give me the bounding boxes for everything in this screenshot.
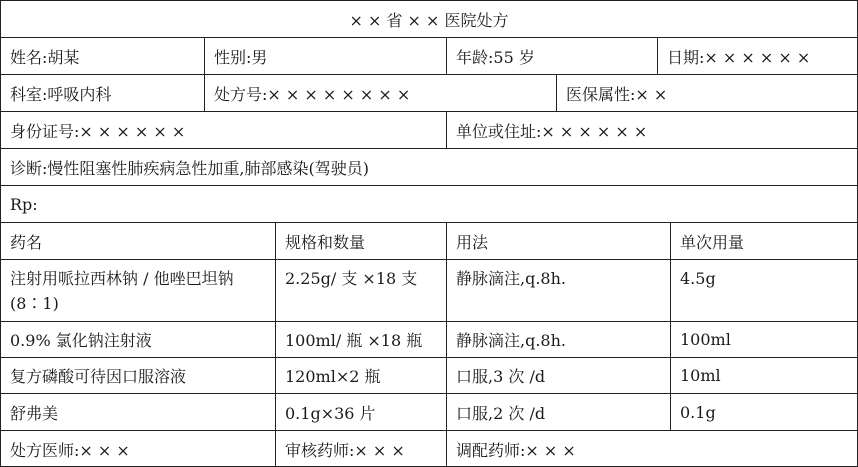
- dispensing-pharmacist: 调配药师:× × ×: [446, 430, 858, 467]
- drug-usage: 静脉滴注,q.8h.: [446, 321, 670, 357]
- department: 科室:呼吸内科: [0, 74, 204, 111]
- table-header-row: [0, 222, 858, 259]
- patient-row-3: [0, 111, 858, 148]
- prescription-date: 日期:× × × × × ×: [657, 37, 858, 74]
- patient-row-2: [0, 74, 858, 111]
- id-number: 身份证号:× × × × × ×: [0, 111, 446, 148]
- signature-row: [0, 430, 858, 467]
- drug-usage: 口服,3 次 /d: [446, 357, 670, 393]
- patient-age: 年龄:55 岁: [446, 37, 657, 74]
- prescription-number: 处方号:× × × × × × × ×: [204, 74, 556, 111]
- rp-row: [0, 185, 858, 222]
- table-row: [0, 259, 858, 321]
- table-row: [0, 321, 858, 357]
- header-drug-name: 药名: [0, 222, 275, 259]
- drug-dose: 100ml: [670, 321, 858, 357]
- header-spec-quantity: 规格和数量: [275, 222, 446, 259]
- insurance-type: 医保属性:× ×: [556, 74, 858, 111]
- drug-name: 0.9% 氯化钠注射液: [0, 321, 275, 357]
- patient-row-1: [0, 37, 858, 74]
- address: 单位或住址:× × × × × ×: [446, 111, 858, 148]
- header-single-dose: 单次用量: [670, 222, 858, 259]
- drug-usage: 口服,2 次 /d: [446, 393, 670, 430]
- drug-name: 注射用哌拉西林钠 / 他唑巴坦钠(8∶1): [0, 259, 275, 321]
- reviewing-pharmacist: 审核药师:× × ×: [275, 430, 446, 467]
- drug-name: 舒弗美: [0, 393, 275, 430]
- drug-dose: 0.1g: [670, 393, 858, 430]
- drug-spec: 120ml×2 瓶: [275, 357, 446, 393]
- rp-label: Rp:: [0, 185, 858, 222]
- prescribing-doctor: 处方医师:× × ×: [0, 430, 275, 467]
- drug-usage: 静脉滴注,q.8h.: [446, 259, 670, 321]
- drug-spec: 100ml/ 瓶 ×18 瓶: [275, 321, 446, 357]
- patient-sex: 性别:男: [204, 37, 446, 74]
- drug-spec: 2.25g/ 支 ×18 支: [275, 259, 446, 321]
- diagnosis: 诊断:慢性阻塞性肺疾病急性加重,肺部感染(驾驶员): [0, 148, 858, 185]
- diagnosis-row: [0, 148, 858, 185]
- drug-spec: 0.1g×36 片: [275, 393, 446, 430]
- table-row: [0, 357, 858, 393]
- title-row: [0, 0, 858, 37]
- drug-name: 复方磷酸可待因口服溶液: [0, 357, 275, 393]
- drug-dose: 4.5g: [670, 259, 858, 321]
- drug-dose: 10ml: [670, 357, 858, 393]
- header-usage: 用法: [446, 222, 670, 259]
- patient-name: 姓名:胡某: [0, 37, 204, 74]
- prescription-title: × × 省 × × 医院处方: [0, 0, 858, 37]
- table-row: [0, 393, 858, 430]
